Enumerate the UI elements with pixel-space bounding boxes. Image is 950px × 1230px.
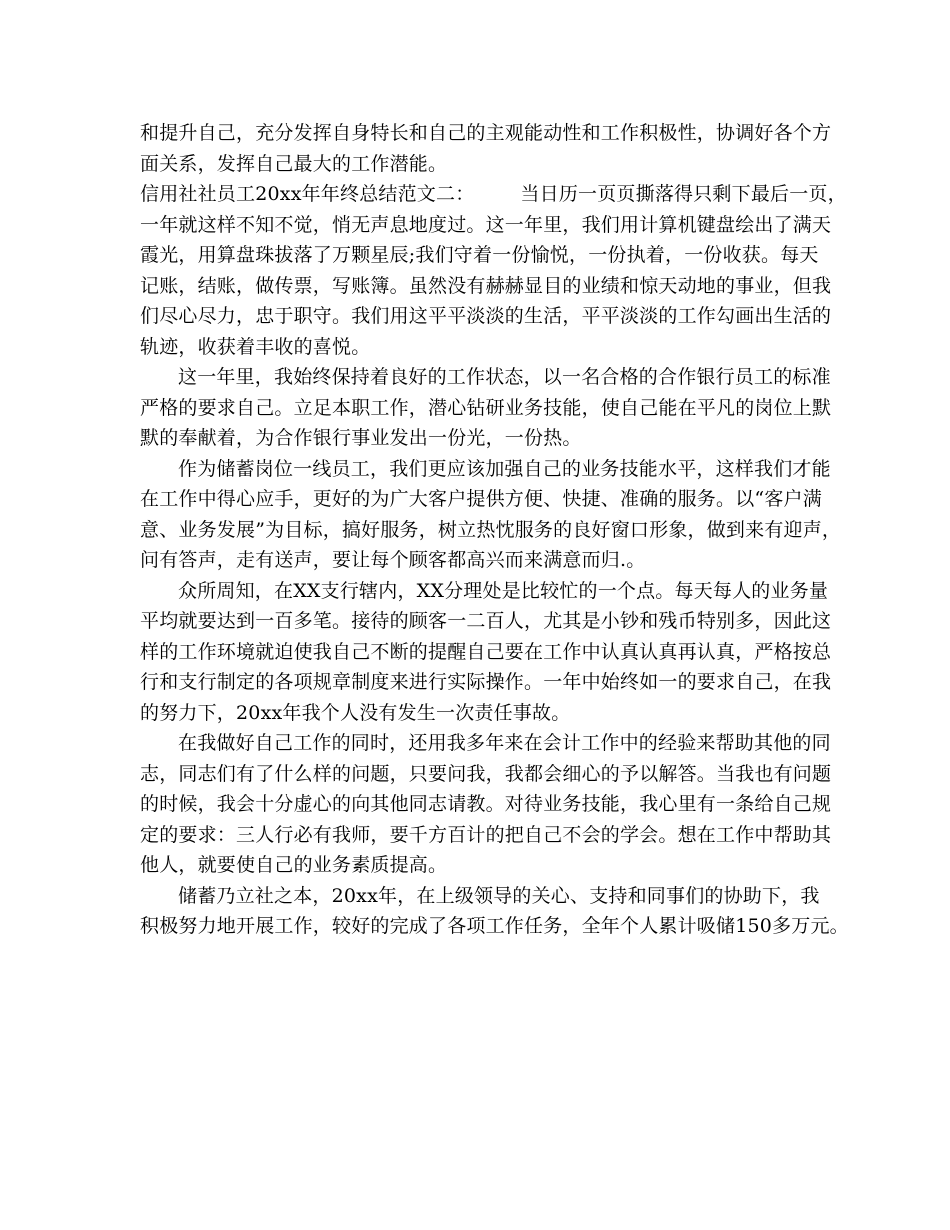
paragraph-first-line: 作为储蓄岗位一线员工，我们更应该加强自己的业务技能水平，这样我们才能: [178, 457, 831, 480]
section-heading: 信用社社员工20xx年年终总结范文二：: [140, 183, 475, 205]
text-line: 问有答声，走有送声，要让每个顾客都高兴而来满意而归.。: [140, 549, 646, 571]
text-line: 们尽心尽力，忠于职守。我们用这平平淡淡的生活，平平淡淡的工作勾画出生活的: [140, 305, 832, 327]
text-line: 平均就要达到一百多笔。接待的顾客一二百人，尤其是小钞和残币特别多，因此这: [140, 610, 832, 632]
text-line: 意、业务发展”为目标，搞好服务，树立热忱服务的良好窗口形象，做到来有迎声，: [140, 518, 842, 541]
paragraph-first-line: 储蓄乃立社之本，20xx年，在上级领导的关心、支持和同事们的协助下，我: [178, 884, 820, 907]
text-line: 霞光，用算盘珠拔落了万颗星辰;我们守着一份愉悦，一份执着，一份收获。每天: [140, 244, 819, 266]
paragraph-first-line: 这一年里，我始终保持着良好的工作状态，以一名合格的合作银行员工的标准: [178, 366, 831, 388]
text-line: 严格的要求自己。立足本职工作，潜心钻研业务技能，使自己能在平凡的岗位上默: [140, 396, 832, 419]
text-line: 在工作中得心应手，更好的为广大客户提供方便、快捷、准确的服务。以“客户满: [140, 488, 822, 510]
text-line: 的时候，我会十分虚心的向其他同志请教。对待业务技能，我心里有一条给自己规: [140, 793, 832, 815]
paragraph-first-line: 在我做好自己工作的同时，还用我多年来在会计工作中的经验来帮助其他的同: [178, 732, 831, 754]
text-line: 记账，结账，做传票，写账簿。虽然没有赫赫显目的业绩和惊天动地的事业，但我: [140, 274, 832, 297]
text-line: 积极努力地开展工作，较好的完成了各项工作任务，全年个人累计吸储150多万元。: [140, 915, 849, 937]
paragraph-first-line: 众所周知，在XX支行辖内，XX分理处是比较忙的一个点。每天每人的业务量: [178, 579, 829, 602]
text-line: 轨迹，收获着丰收的喜悦。: [140, 335, 371, 358]
text-line: 志，同志们有了什么样的问题，只要问我，我都会细心的予以解答。当我也有问题: [140, 762, 832, 785]
text-line: 一年就这样不知不觉，悄无声息地度过。这一年里，我们用计算机键盘绘出了满天: [140, 213, 832, 236]
text-line: 面关系，发挥自己最大的工作潜能。: [140, 152, 448, 175]
text-line: 行和支行制定的各项规章制度来进行实际操作。一年中始终如一的要求自己，在我: [140, 671, 832, 693]
section-heading-line: [140, 179, 847, 210]
text-line: 定的要求：三人行必有我师，要千方百计的把自己不会的学会。想在工作中帮助其: [140, 823, 832, 846]
text-line-continuation: 当日历一页页撕落得只剩下最后一页，: [520, 183, 847, 205]
text-line: 样的工作环境就迫使我自己不断的提醒自己要在工作中认真认真再认真，严格按总: [140, 640, 832, 663]
text-line: 默的奉献着，为合作银行事业发出一份光，一份热。: [140, 427, 582, 449]
text-line: 的努力下，20xx年我个人没有发生一次责任事故。: [140, 701, 571, 724]
text-line: 和提升自己，充分发挥自身特长和自己的主观能动性和工作积极性，协调好各个方: [140, 122, 832, 144]
text-line: 他人，就要使自己的业务素质提高。: [140, 854, 448, 876]
document-body: [140, 118, 849, 942]
